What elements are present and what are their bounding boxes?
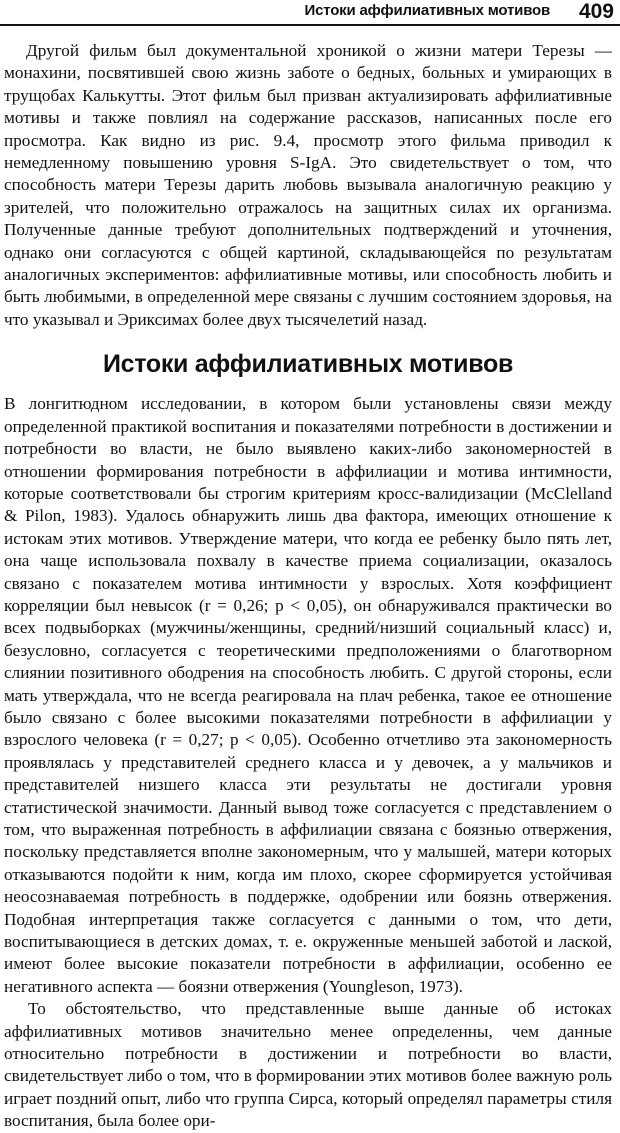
paragraph: Другой фильм был документальной хроникой о жизни матери Терезы — монахини, посвятившей свою жизнь заботе о бедных, больных и умирающих в трущобах Калькутты. Этот фильм был призван актуализировать аффилиативные мотивы и также повлиял на содержание рассказов, написанных после его просмотра. Как видно из рис. 9.4, просмотр этого фильма приводил к немедленному повышению уровня S-IgA. Это свидетельствует о том, что способность матери Терезы дарить любовь вызывала аналогичную реакцию у зрителей, что положительно отражалось на защитных силах их организма. Полученные данные требуют дополнительных подтверждений и уточнения, однако они согласуются с общей картиной, складывающейся по результатам аналогичных экспериментов: аффилиативные мотивы, или способность любить и быть любимыми, в определенной мере связаны с лучшим состоянием здоровья, на что указывал и Эриксимах более двух тысячелетий назад. — [4, 41, 612, 329]
header-rule — [0, 24, 620, 26]
paragraph: В лонгитюдном исследовании, в котором были установлены связи между определенной практикой воспитания и показателями потребности в достижении и потребности во власти, не было выявлено каких-либо закономерностей в отношении формирования потребности в аффилиации и мотива интимности, которые соответствовали бы строгим критериям кросс-валидизации (McClelland & Pilon, 1983). Удалось обнаружить лишь два фактора, имеющих отношение к истокам этих мотивов. Утверждение матери, что когда ее ребенку было пять лет, она чаще использовала похвалу в качестве приема социализации, оказалось связано с показателем мотива интимности у взрослых. Хотя коэффициент корреляции был невысок (r = 0,26; p < 0,05), он обнаруживался практически во всех подвыборках (мужчины/женщины, средний/низший социальный класс) и, безусловно, согласуется с теоретическими предположениями о благотворном слиянии позитивного ободрения на способность любить. С другой стороны, если мать утверждала, что не всегда реагировала на плач ребенка, такое ее отношение было связано с более высокими показателями потребности в аффилиации у взрослого человека (r = 0,27; p < 0,05). Особенно отчетливо эта закономерность проявлялась у представителей среднего класса и у девочек, а у мальчиков и представителей низшего класса эти результаты не достигали уровня статистической значимости. Данный вывод тоже согласуется с представлением о том, что выраженная потребность в аффилиации связана с боязнью отвержения, поскольку представляется вполне закономерным, что у малышей, матери которых отказываются подойти к ним, когда им плохо, скорее сформируется устойчивая неосознаваемая потребность в поддержке, одобрении или боязнь отвержения. Подобная интерпретация также согласуется с данными о том, что дети, воспитывающиеся в детских домах, т. е. окруженные меньшей заботой и лаской, имеют более высокие показатели потребности в аффилиации, особенно ее негативного аспекта — боязни отвержения (Youngleson, 1973). — [4, 394, 612, 996]
page-number: 409 — [578, 0, 614, 23]
page-body — [4, 40, 612, 1133]
running-header — [0, 0, 620, 26]
section-heading: Истоки аффилиативных мотивов — [102, 350, 514, 379]
running-title: Истоки аффилиативных мотивов — [304, 2, 550, 19]
paragraph: То обстоятельство, что представленные выше данные об истоках аффилиативных мотивов значительно менее определенны, чем данные относительно потребности в достижении и потребности во власти, свидетельствует либо о том, что в формировании этих мотивов более важную роль играет поздний опыт, либо что группа Сирса, который определял параметры стиля воспитания, была более ори- — [4, 999, 612, 1131]
